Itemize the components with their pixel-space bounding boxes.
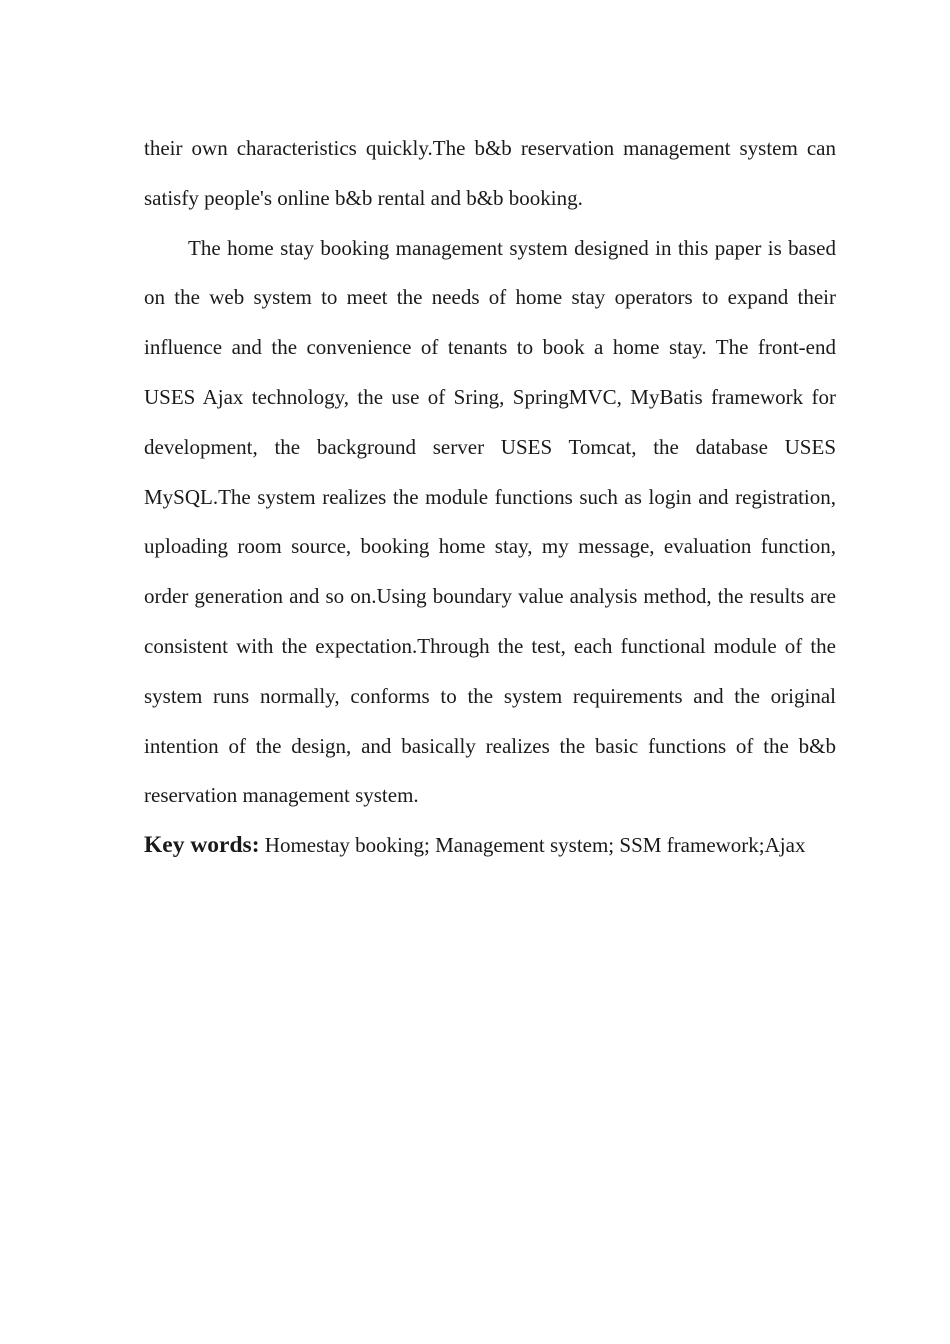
keywords-text: Homestay booking; Management system; SSM framework;Ajax	[259, 833, 806, 858]
abstract-body	[144, 124, 836, 871]
keywords-label: Key words:	[144, 832, 260, 859]
abstract-paragraph-main: The home stay booking management system designed in this paper is based on the web system to meet the needs of home stay operators to expand their influence and the convenience of tenants to book a home stay. The front-end USES Ajax technology, the use of Sring, SpringMVC, MyBatis framework for development, the background server USES Tomcat, the database USES MySQL.The system realizes the module functions such as login and registration, uploading room source, booking home stay, my message, evaluation function, order generation and so on.Using boundary value analysis method, the results are consistent with the expectation.Through the test, each functional module of the system runs normally, conforms to the system requirements and the original intention of the design, and basically realizes the basic functions of the b&b reservation management system.	[144, 235, 836, 808]
keywords-line	[144, 821, 836, 871]
abstract-paragraph-continued: their own characteristics quickly.The b&b reservation management system can satisfy people's online b&b rental and b&b booking.	[144, 136, 836, 210]
